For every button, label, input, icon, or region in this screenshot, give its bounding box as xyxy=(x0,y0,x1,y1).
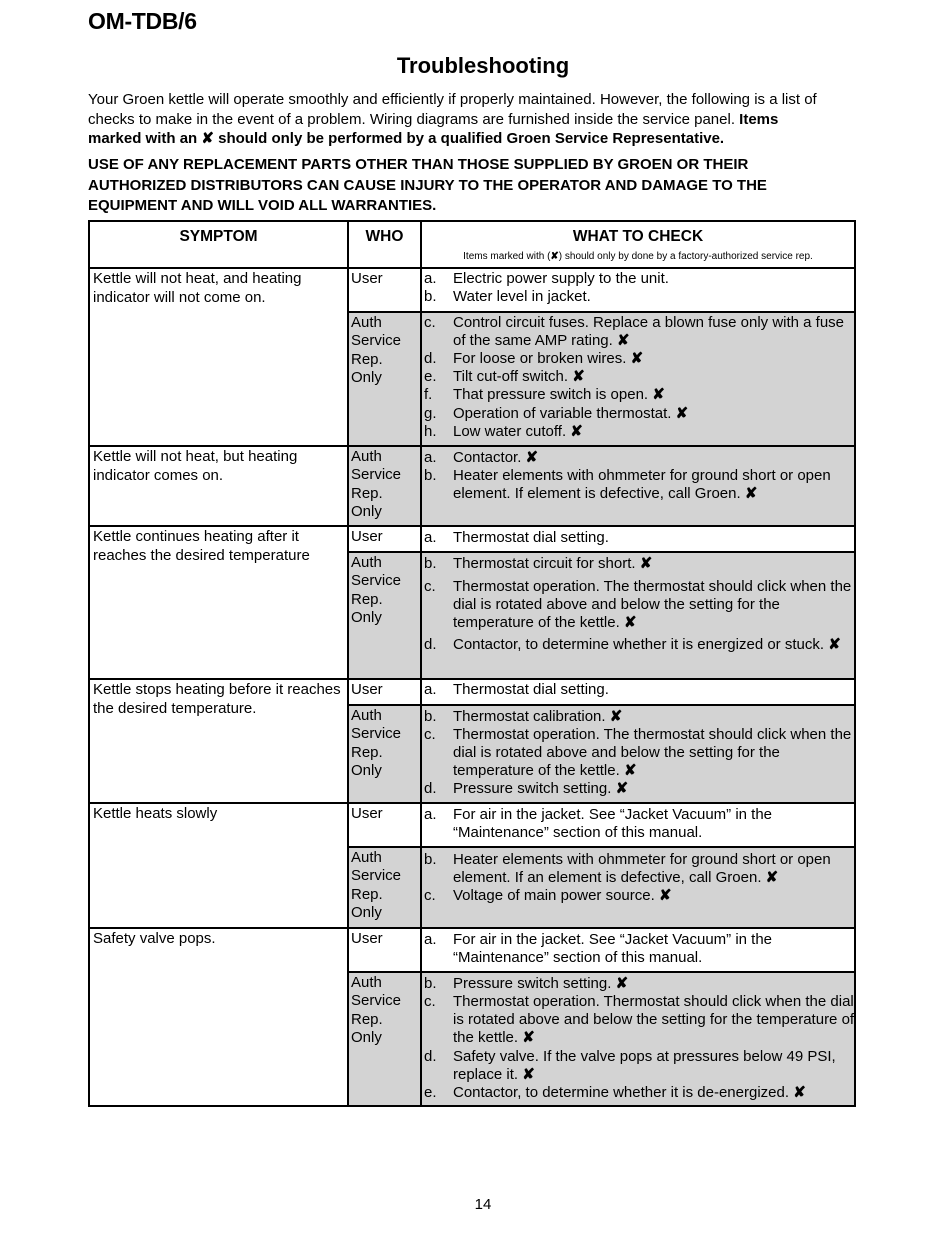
who-auth-line: Service xyxy=(351,466,402,484)
check-item-text: Thermostat calibration. xyxy=(453,708,606,725)
check-item xyxy=(420,405,856,423)
who-auth-4 xyxy=(347,704,422,804)
check-item-text: Operation of variable thermostat. xyxy=(453,405,672,422)
check-item xyxy=(420,368,856,386)
who-auth-line: Service xyxy=(351,992,402,1010)
who-auth-line: Auth xyxy=(351,974,382,991)
check-item-text: Water level in jacket. xyxy=(453,288,591,305)
who-auth-line: Auth xyxy=(351,554,382,571)
check-item xyxy=(420,975,856,993)
check-item xyxy=(420,578,856,633)
intro-bold-suffix: should only be performed by a qualified Groen Service Representative. xyxy=(218,130,725,147)
check-item xyxy=(420,931,856,967)
symptom-cell-5: Kettle heats slowly xyxy=(88,802,349,929)
check-item-letter: b. xyxy=(424,467,437,484)
check-item-letter: b. xyxy=(424,555,437,572)
who-auth-1 xyxy=(347,311,422,447)
check-item-letter: c. xyxy=(424,993,436,1010)
header-what-to-check xyxy=(420,220,856,269)
check-item-text: Voltage of main power source. xyxy=(453,887,655,904)
cross-mark-icon: ✘ xyxy=(630,350,644,367)
check-item-letter: f. xyxy=(424,386,433,403)
check-item-text: For air in the jacket. See “Jacket Vacuum” in the “Maintenance” section of this manual. xyxy=(453,931,773,967)
who-auth-line: Rep. xyxy=(351,885,383,903)
check-item-letter: a. xyxy=(424,931,437,948)
check-item-letter: e. xyxy=(424,1084,437,1101)
cross-mark-icon: ✘ xyxy=(744,485,758,503)
check-item-letter: c. xyxy=(424,578,436,595)
page-number: 14 xyxy=(474,1196,492,1213)
check-item-letter: a. xyxy=(424,681,437,698)
cross-mark-icon: ✘ xyxy=(623,614,637,632)
cross-mark-icon: ✘ xyxy=(550,251,559,262)
intro-bold-prefix: Items marked with an xyxy=(88,110,779,147)
symptom-cell-4: Kettle stops heating before it reaches the desired temperature. xyxy=(88,678,349,804)
check-item-letter: b. xyxy=(424,975,437,992)
cross-mark-icon: ✘ xyxy=(675,405,689,422)
check-item-text: Control circuit fuses. Replace a blown fuse only with a fuse of the same AMP rating. xyxy=(453,314,845,350)
intro-text: Your Groen kettle will operate smoothly and efficiently if properly maintained. However, the following is a list of checks to make in the event of a problem. Wiring diagrams are furnished inside the service panel. xyxy=(88,91,817,128)
who-auth-line: Service xyxy=(351,572,402,590)
who-auth-line: Rep. xyxy=(351,743,383,761)
check-item-letter: c. xyxy=(424,887,436,904)
check-item xyxy=(420,350,856,368)
cross-mark-icon: ✘ xyxy=(522,1066,535,1084)
check-item-letter: d. xyxy=(424,636,437,653)
symptom-cell-6: Safety valve pops. xyxy=(88,927,349,1107)
check-item-letter: c. xyxy=(424,726,436,743)
who-auth-line: Auth xyxy=(351,707,382,724)
cross-mark-icon: ✘ xyxy=(765,869,779,887)
who-user-5: User xyxy=(347,802,422,848)
document-code: OM-TDB/6 xyxy=(88,8,197,34)
who-auth-2 xyxy=(347,445,422,527)
symptom-cell-3: Kettle continues heating after it reaches the desired temperature xyxy=(88,525,349,680)
check-item xyxy=(420,449,856,467)
cross-mark-icon: ✘ xyxy=(616,332,630,350)
cross-mark-icon: ✘ xyxy=(615,780,629,797)
cross-mark-icon: ✘ xyxy=(623,762,637,780)
who-user-6: User xyxy=(347,927,422,973)
who-auth-line: Service xyxy=(351,725,402,743)
who-auth-3 xyxy=(347,551,422,680)
check-item xyxy=(420,529,856,547)
cross-mark-icon: ✘ xyxy=(570,423,583,440)
page-title: Troubleshooting xyxy=(396,53,570,78)
check-item-text: Contactor, to determine whether it is energized or stuck. xyxy=(453,636,825,653)
check-item-text: Heater elements with ohmmeter for ground short or open element. If element is defective, call Groen. xyxy=(453,467,831,503)
who-user-4: User xyxy=(347,678,422,706)
cross-mark-icon: ✘ xyxy=(609,708,623,725)
symptom-cell-2: Kettle will not heat, but heating indicator comes on. xyxy=(88,445,349,527)
check-item xyxy=(420,314,856,350)
check-item-text: Electric power supply to the unit. xyxy=(453,270,669,287)
check-item-letter: d. xyxy=(424,1048,437,1065)
header-symptom: SYMPTOM xyxy=(88,220,349,269)
check-item xyxy=(420,270,856,288)
cross-mark-icon: ✘ xyxy=(658,887,672,904)
check-item-text: Tilt cut-off switch. xyxy=(453,368,569,385)
header-note-prefix: Items marked with ( xyxy=(463,251,551,262)
who-auth-line: Only xyxy=(351,502,382,520)
check-item xyxy=(420,851,856,887)
who-auth-5 xyxy=(347,846,422,929)
check-item-letter: e. xyxy=(424,368,437,385)
check-item-text: Thermostat dial setting. xyxy=(453,681,609,698)
cross-mark-icon: ✘ xyxy=(793,1084,806,1101)
check-item-text: Thermostat dial setting. xyxy=(453,529,609,546)
who-auth-line: Auth xyxy=(351,448,382,465)
check-item xyxy=(420,806,856,842)
check-item-letter: a. xyxy=(424,806,437,823)
check-item-text: Low water cutoff. xyxy=(453,423,567,440)
check-item-letter: c. xyxy=(424,314,436,331)
who-auth-line: Rep. xyxy=(351,590,383,608)
who-auth-line: Only xyxy=(351,1028,382,1046)
check-item xyxy=(420,288,856,306)
header-what-to-check-label: WHAT TO CHECK xyxy=(572,228,704,245)
who-auth-line: Service xyxy=(351,332,402,350)
who-auth-line: Only xyxy=(351,903,382,921)
cross-mark-icon: ✘ xyxy=(615,975,629,992)
check-item-text: Thermostat operation. The thermostat should click when the dial is rotated above and below the setting for the temperature of the kettle. xyxy=(453,726,852,780)
check-item xyxy=(420,1048,856,1084)
header-note-suffix: ) should only by done by a factory-authorized service rep. xyxy=(558,251,813,262)
check-item-letter: g. xyxy=(424,405,437,422)
who-auth-line: Rep. xyxy=(351,350,383,368)
cross-mark-icon: ✘ xyxy=(828,636,841,653)
header-who: WHO xyxy=(347,220,422,269)
who-auth-line: Service xyxy=(351,867,402,885)
check-item-text: Heater elements with ohmmeter for ground short or open element. If an element is defective, call Groen. xyxy=(453,851,831,887)
who-auth-line: Rep. xyxy=(351,484,383,502)
check-item-text: Thermostat operation. The thermostat should click when the dial is rotated above and below the setting for the temperature of the kettle. xyxy=(453,578,852,632)
check-item xyxy=(420,681,856,699)
check-item-text: That pressure switch is open. xyxy=(453,386,649,403)
check-item-text: Contactor. xyxy=(453,449,522,466)
cross-mark-icon: ✘ xyxy=(522,1029,535,1047)
who-auth-line: Only xyxy=(351,761,382,779)
intro-paragraph xyxy=(88,90,833,149)
who-auth-line: Auth xyxy=(351,849,382,866)
check-item xyxy=(420,386,856,404)
check-item-text: Thermostat operation. Thermostat should click when the dial is rotated above and below the setting for the temperature of the kettle. xyxy=(453,993,855,1047)
check-item xyxy=(420,1084,856,1102)
check-item xyxy=(420,423,856,441)
check-item xyxy=(420,726,856,781)
cross-mark-icon: ✘ xyxy=(652,386,665,403)
check-item-letter: a. xyxy=(424,270,437,287)
check-item-letter: h. xyxy=(424,423,437,440)
check-item-text: Pressure switch setting. xyxy=(453,975,612,992)
check-item xyxy=(420,555,856,573)
check-item xyxy=(420,636,856,654)
who-auth-6 xyxy=(347,971,422,1107)
check-item-text: Contactor, to determine whether it is de-energized. xyxy=(453,1084,790,1101)
who-auth-line: Only xyxy=(351,368,382,386)
check-item-letter: a. xyxy=(424,529,437,546)
who-user-3: User xyxy=(347,525,422,553)
cross-mark-icon: ✘ xyxy=(639,555,653,572)
check-item-letter: b. xyxy=(424,851,437,868)
symptom-cell-1: Kettle will not heat, and heating indicator will not come on. xyxy=(88,267,349,447)
check-item xyxy=(420,708,856,726)
check-item xyxy=(420,780,856,798)
header-note xyxy=(422,251,854,262)
cross-mark-icon: ✘ xyxy=(525,449,539,466)
check-item-letter: a. xyxy=(424,449,437,466)
check-item-letter: b. xyxy=(424,708,437,725)
check-item xyxy=(420,887,856,905)
cross-mark-icon: ✘ xyxy=(201,130,214,147)
who-auth-line: Auth xyxy=(351,314,382,331)
check-item-text: Safety valve. If the valve pops at pressures below 49 PSI, replace it. xyxy=(453,1048,836,1084)
check-item-letter: d. xyxy=(424,350,437,367)
check-item-text: For air in the jacket. See “Jacket Vacuum” in the “Maintenance” section of this manual. xyxy=(453,806,773,842)
cross-mark-icon: ✘ xyxy=(572,368,585,385)
who-user-1: User xyxy=(347,267,422,313)
check-item-letter: d. xyxy=(424,780,437,797)
warning-notice: USE OF ANY REPLACEMENT PARTS OTHER THAN THOSE SUPPLIED BY GROEN OR THEIR AUTHORIZED DISTRIBUTORS CAN CAUSE INJURY TO THE OPERATOR AND DAMAGE TO THE EQUIPMENT AND WILL VOID ALL WARRANTIES. xyxy=(88,156,767,214)
check-item xyxy=(420,993,856,1048)
check-item-letter: b. xyxy=(424,288,437,305)
check-item-text: Thermostat circuit for short. xyxy=(453,555,636,572)
who-auth-line: Only xyxy=(351,608,382,626)
who-auth-line: Rep. xyxy=(351,1010,383,1028)
check-item-text: For loose or broken wires. xyxy=(453,350,627,367)
check-item xyxy=(420,467,856,503)
check-item-text: Pressure switch setting. xyxy=(453,780,612,797)
